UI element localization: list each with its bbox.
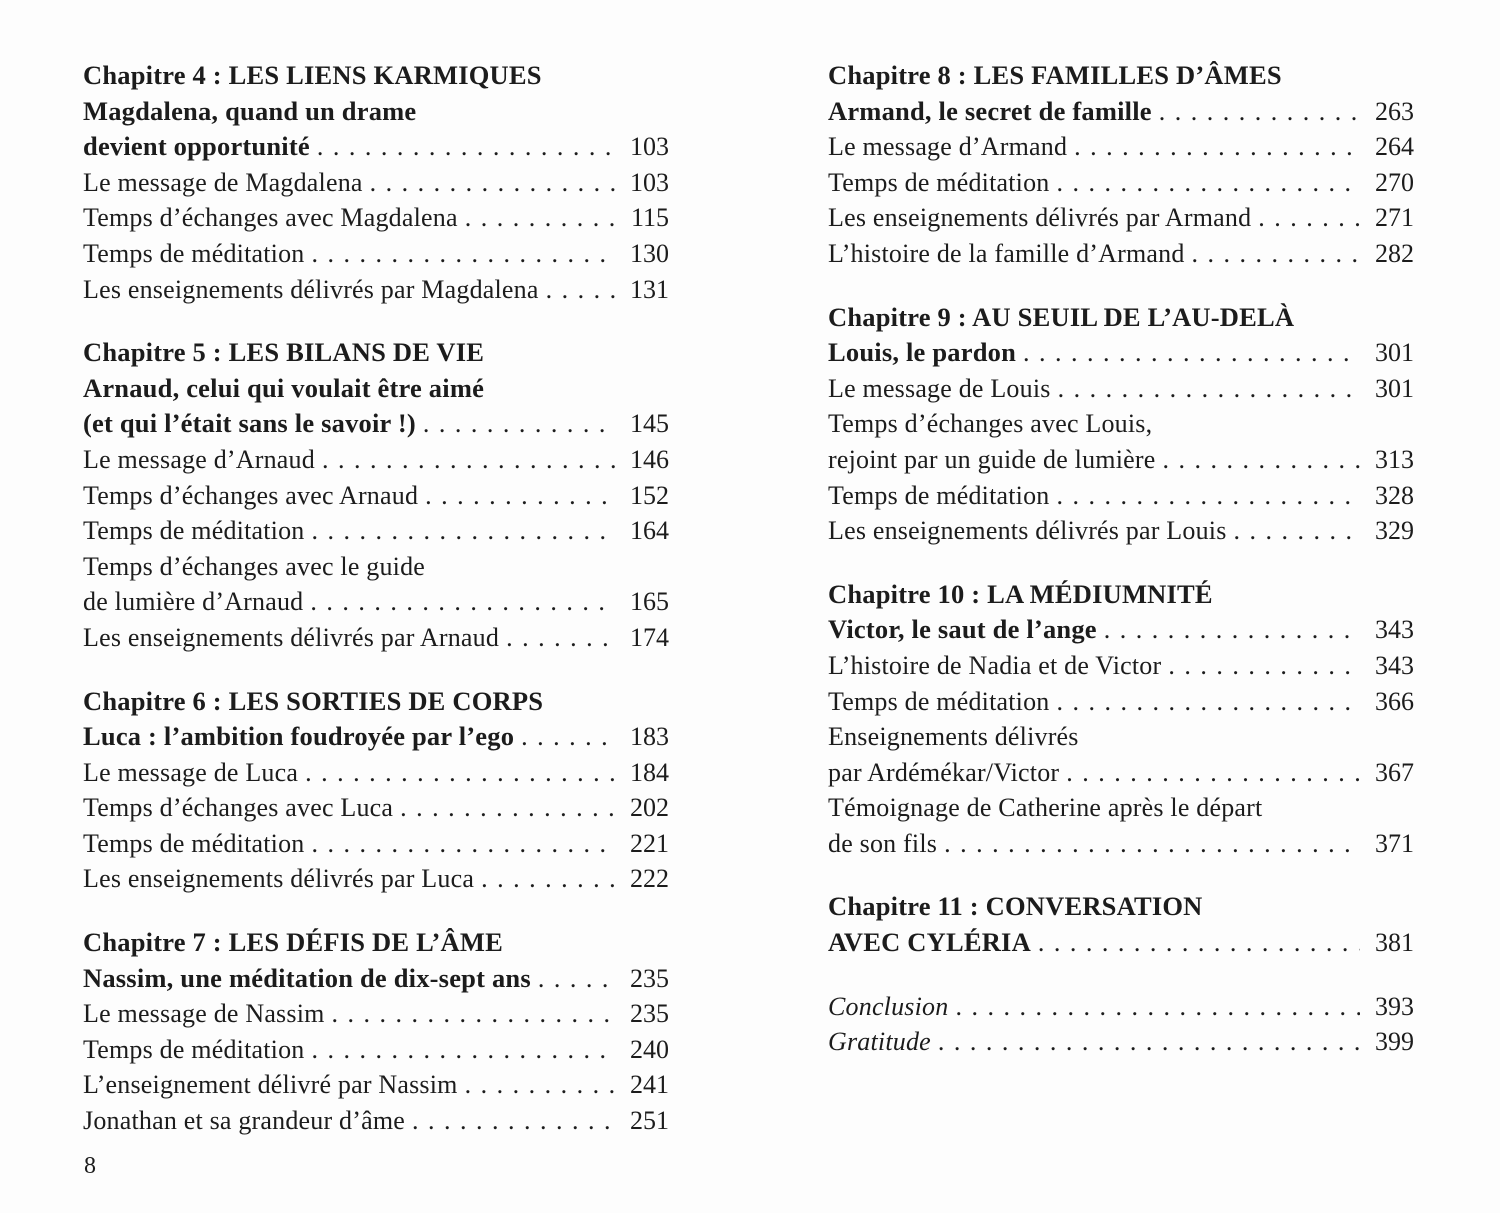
dot-leader xyxy=(1074,129,1360,165)
toc-heading-text: Louis, le pardon xyxy=(828,337,1017,368)
toc-entry-line xyxy=(828,236,1414,272)
toc-page-number: 313 xyxy=(1375,444,1414,474)
dot-leader xyxy=(1258,200,1360,236)
toc-entry-text: Temps d’échanges avec le guide xyxy=(83,551,426,581)
toc-entry-line xyxy=(828,1024,1414,1060)
toc-column-right xyxy=(828,58,1414,1088)
dot-leader xyxy=(1057,478,1361,514)
toc-page-number: 329 xyxy=(1375,516,1414,546)
toc-entry-text: Conclusion xyxy=(828,991,949,1021)
toc-page-number: 343 xyxy=(1375,615,1414,645)
toc-entry-text: Le message de Luca xyxy=(83,757,299,787)
toc-page-number: 103 xyxy=(630,132,669,162)
toc-entry-text: Le message d’Arnaud xyxy=(83,444,315,474)
toc-page-number: 241 xyxy=(630,1070,669,1100)
toc-entry-text: Temps de méditation xyxy=(828,686,1050,716)
dot-leader xyxy=(1168,648,1360,684)
dot-leader xyxy=(1057,165,1361,201)
toc-entry-line xyxy=(828,371,1414,407)
dot-leader xyxy=(938,1024,1360,1060)
toc-entry-line xyxy=(83,272,669,308)
toc-page-number: 174 xyxy=(630,622,669,652)
toc-page-number: 240 xyxy=(630,1034,669,1064)
toc-section xyxy=(83,335,669,655)
toc-entry-line xyxy=(83,1103,669,1139)
toc-heading-text: (et qui l’était sans le savoir !) xyxy=(83,408,416,439)
toc-page-number: 367 xyxy=(1375,757,1414,787)
toc-section xyxy=(828,889,1414,960)
dot-leader xyxy=(400,790,615,826)
toc-entry-line xyxy=(83,826,669,862)
dot-leader xyxy=(312,236,616,272)
toc-entry-line xyxy=(828,648,1414,684)
toc-section xyxy=(828,58,1414,272)
dot-leader xyxy=(1058,371,1360,407)
toc-page-number: 103 xyxy=(630,167,669,197)
toc-entry-text: Les enseignements délivrés par Luca xyxy=(83,864,475,894)
toc-heading-text: Chapitre 7 : LES DÉFIS DE L’ÂME xyxy=(83,927,503,958)
toc-page-number: 343 xyxy=(1375,650,1414,680)
dot-leader xyxy=(310,584,615,620)
toc-entry-line xyxy=(83,584,669,620)
toc-entry-line xyxy=(83,165,669,201)
toc-heading-text: Chapitre 6 : LES SORTIES DE CORPS xyxy=(83,685,544,716)
toc-entry-line xyxy=(828,684,1414,720)
toc-heading-text: Victor, le saut de l’ange xyxy=(828,614,1097,645)
toc-page-number: 164 xyxy=(630,516,669,546)
toc-entry-line xyxy=(828,129,1414,165)
dot-leader xyxy=(1066,755,1360,791)
dot-leader xyxy=(1104,612,1360,648)
toc-entry-line xyxy=(83,1032,669,1068)
dot-leader xyxy=(1057,684,1361,720)
toc-entry-text: Temps de méditation xyxy=(83,1034,305,1064)
toc-heading-line xyxy=(83,719,669,755)
dot-leader xyxy=(370,165,615,201)
dot-leader xyxy=(481,861,615,897)
toc-column-left xyxy=(83,58,669,1167)
toc-entry-text: rejoint par un guide de lumière xyxy=(828,444,1156,474)
toc-heading-text: Nassim, une méditation de dix-sept ans xyxy=(83,962,531,993)
toc-heading-text: Magdalena, quand un drame xyxy=(83,95,417,126)
dot-leader xyxy=(465,1067,615,1103)
dot-leader xyxy=(1023,335,1360,371)
toc-heading-text: Chapitre 5 : LES BILANS DE VIE xyxy=(83,337,485,368)
toc-heading-text: Chapitre 9 : AU SEUIL DE L’AU-DELÀ xyxy=(828,301,1295,332)
toc-section xyxy=(828,300,1414,549)
toc-entry-text: de lumière d’Arnaud xyxy=(83,587,304,617)
toc-heading-line xyxy=(83,961,669,997)
toc-entry-line xyxy=(83,200,669,236)
page-number-footer: 8 xyxy=(84,1153,96,1179)
toc-section xyxy=(83,684,669,898)
dot-leader xyxy=(465,200,615,236)
toc-page-number: 328 xyxy=(1375,480,1414,510)
toc-section xyxy=(828,989,1414,1060)
toc-entry-text: Temps d’échanges avec Magdalena xyxy=(83,203,458,233)
toc-heading-line xyxy=(83,406,669,442)
toc-page-number: 235 xyxy=(630,999,669,1029)
toc-entry-line xyxy=(83,620,669,656)
toc-heading-line xyxy=(828,577,1414,613)
toc-entry-text: Temps d’échanges avec Luca xyxy=(83,793,394,823)
toc-entry-text: Les enseignements délivrés par Louis xyxy=(828,516,1227,546)
toc-entry-text: Le message d’Armand xyxy=(828,132,1068,162)
toc-entry-text: L’histoire de Nadia et de Victor xyxy=(828,650,1162,680)
dot-leader xyxy=(1159,94,1360,130)
toc-section xyxy=(828,577,1414,862)
toc-page-number: 270 xyxy=(1375,167,1414,197)
toc-entry-line xyxy=(828,755,1414,791)
toc-page-number: 165 xyxy=(630,587,669,617)
toc-entry-line xyxy=(828,513,1414,549)
toc-entry-text: Gratitude xyxy=(828,1027,931,1057)
dot-leader xyxy=(332,996,615,1032)
dot-leader xyxy=(955,989,1360,1025)
toc-entry-text: Temps d’échanges avec Louis, xyxy=(828,409,1153,439)
toc-page-number: 264 xyxy=(1375,132,1414,162)
toc-heading-line xyxy=(83,371,669,407)
toc-page-number: 251 xyxy=(630,1106,669,1136)
toc-entry-text: de son fils xyxy=(828,828,938,858)
toc-entry-text: Enseignements délivrés xyxy=(828,722,1079,752)
dot-leader xyxy=(423,406,615,442)
toc-heading-text: AVEC CYLÉRIA xyxy=(828,927,1031,958)
toc-entry-text: Le message de Magdalena xyxy=(83,167,363,197)
dot-leader xyxy=(1162,442,1360,478)
dot-leader xyxy=(1234,513,1360,549)
toc-heading-line xyxy=(83,925,669,961)
toc-entry-line xyxy=(83,790,669,826)
toc-entry-line xyxy=(828,478,1414,514)
dot-leader xyxy=(425,478,615,514)
toc-entry-line xyxy=(83,513,669,549)
toc-page-number: 371 xyxy=(1375,828,1414,858)
toc-heading-line xyxy=(828,58,1414,94)
toc-entry-text: Le message de Louis xyxy=(828,373,1051,403)
toc-entry-text: Temps de méditation xyxy=(828,480,1050,510)
toc-entry-line xyxy=(828,989,1414,1025)
toc-page-number: 235 xyxy=(630,963,669,993)
toc-entry-text: L’histoire de la famille d’Armand xyxy=(828,238,1185,268)
toc-entry-text: L’enseignement délivré par Nassim xyxy=(83,1070,458,1100)
toc-heading-text: Chapitre 10 : LA MÉDIUMNITÉ xyxy=(828,578,1213,609)
toc-entry-line xyxy=(83,236,669,272)
toc-page-number: 222 xyxy=(630,864,669,894)
dot-leader xyxy=(412,1103,615,1139)
toc-page-number: 115 xyxy=(630,203,669,233)
toc-heading-line xyxy=(83,129,669,165)
dot-leader xyxy=(521,719,615,755)
toc-entry-line xyxy=(83,1067,669,1103)
dot-leader xyxy=(1192,236,1360,272)
toc-entry-line xyxy=(828,442,1414,478)
toc-page-number: 221 xyxy=(630,828,669,858)
toc-entry-line xyxy=(828,406,1414,442)
toc-section xyxy=(83,58,669,307)
toc-entry-text: Temps d’échanges avec Arnaud xyxy=(83,480,419,510)
dot-leader xyxy=(312,1032,616,1068)
toc-page-number: 131 xyxy=(630,274,669,304)
toc-entry-text: Les enseignements délivrés par Armand xyxy=(828,203,1252,233)
toc-page-number: 152 xyxy=(630,480,669,510)
toc-entry-line xyxy=(828,719,1414,755)
dot-leader xyxy=(546,272,615,308)
toc-entry-line xyxy=(83,861,669,897)
toc-page-number: 130 xyxy=(630,238,669,268)
toc-entry-line xyxy=(828,165,1414,201)
toc-entry-text: Les enseignements délivrés par Arnaud xyxy=(83,622,500,652)
toc-heading-line xyxy=(83,335,669,371)
toc-heading-text: Arnaud, celui qui voulait être aimé xyxy=(83,372,485,403)
toc-heading-text: Chapitre 11 : CONVERSATION xyxy=(828,891,1203,922)
toc-page-number: 145 xyxy=(630,409,669,439)
toc-entry-line xyxy=(83,442,669,478)
toc-page-number: 183 xyxy=(630,722,669,752)
toc-entry-line xyxy=(83,996,669,1032)
toc-heading-line xyxy=(83,58,669,94)
toc-heading-line xyxy=(83,94,669,130)
toc-entry-text: Les enseignements délivrés par Magdalena xyxy=(83,274,539,304)
toc-entry-text: par Ardémékar/Victor xyxy=(828,757,1060,787)
dot-leader xyxy=(538,961,615,997)
toc-page-number: 184 xyxy=(630,757,669,787)
toc-page-number: 146 xyxy=(630,444,669,474)
toc-heading-text: Chapitre 4 : LES LIENS KARMIQUES xyxy=(83,60,542,90)
toc-heading-line xyxy=(83,684,669,720)
toc-heading-line xyxy=(828,94,1414,130)
toc-heading-line xyxy=(828,612,1414,648)
toc-page-number: 202 xyxy=(630,793,669,823)
toc-heading-text: Chapitre 8 : LES FAMILLES D’ÂMES xyxy=(828,60,1282,90)
dot-leader xyxy=(305,755,615,791)
toc-entry-line xyxy=(828,826,1414,862)
toc-page-number: 399 xyxy=(1375,1027,1414,1057)
toc-entry-text: Le message de Nassim xyxy=(83,999,325,1029)
toc-entry-line xyxy=(83,478,669,514)
dot-leader xyxy=(944,826,1360,862)
toc-heading-line xyxy=(828,889,1414,925)
toc-page-number: 301 xyxy=(1375,373,1414,403)
toc-heading-line xyxy=(828,925,1414,961)
toc-entry-text: Temps de méditation xyxy=(83,828,305,858)
toc-section xyxy=(83,925,669,1139)
toc-entry-line xyxy=(83,755,669,791)
toc-entry-text: Jonathan et sa grandeur d’âme xyxy=(83,1106,406,1136)
toc-page-number: 381 xyxy=(1375,928,1414,958)
toc-page-number: 393 xyxy=(1375,991,1414,1021)
dot-leader xyxy=(322,442,615,478)
toc-heading-line xyxy=(828,300,1414,336)
dot-leader xyxy=(312,513,616,549)
toc-page-number: 301 xyxy=(1375,338,1414,368)
toc-entry-line xyxy=(83,549,669,585)
toc-page-number: 271 xyxy=(1375,203,1414,233)
toc-heading-line xyxy=(828,335,1414,371)
dot-leader xyxy=(312,826,616,862)
toc-page-number: 282 xyxy=(1375,238,1414,268)
toc-entry-text: Temps de méditation xyxy=(83,238,305,268)
toc-entry-text: Temps de méditation xyxy=(83,516,305,546)
toc-page-number: 263 xyxy=(1375,96,1414,126)
toc-heading-text: Armand, le secret de famille xyxy=(828,95,1152,126)
toc-entry-text: Témoignage de Catherine après le départ xyxy=(828,793,1263,823)
dot-leader xyxy=(506,620,615,656)
toc-heading-text: Luca : l’ambition foudroyée par l’ego xyxy=(83,721,515,752)
toc-entry-line xyxy=(828,200,1414,236)
toc-entry-line xyxy=(828,790,1414,826)
dot-leader xyxy=(317,129,615,165)
dot-leader xyxy=(1038,925,1360,961)
toc-heading-text: devient opportunité xyxy=(83,131,310,162)
toc-page-number: 366 xyxy=(1375,686,1414,716)
toc-entry-text: Temps de méditation xyxy=(828,167,1050,197)
